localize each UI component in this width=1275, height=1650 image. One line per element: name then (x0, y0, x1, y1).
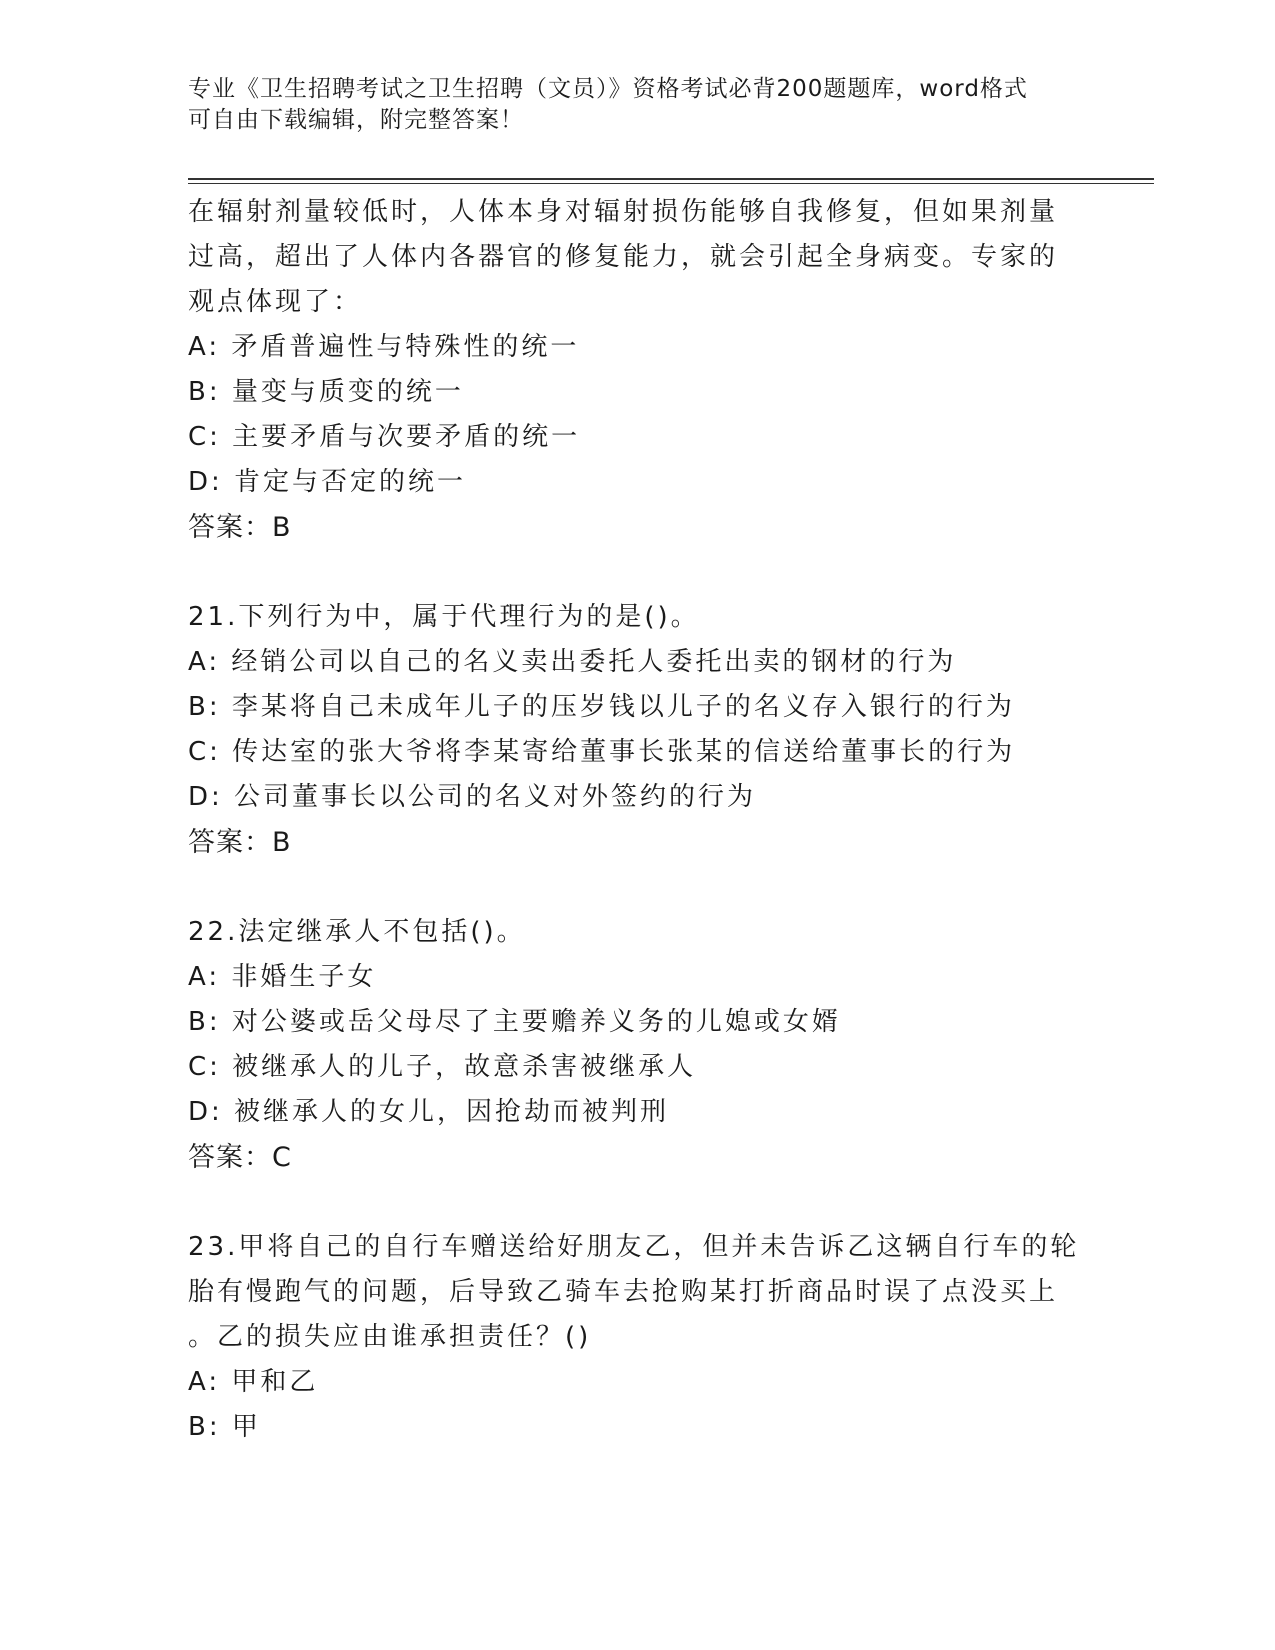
option-a: A: 非婚生子女 (188, 962, 377, 992)
option-b: B: 李某将自己未成年儿子的压岁钱以儿子的名义存入银行的行为 (188, 692, 1015, 722)
question-stem-line: 过高，超出了人体内各器官的修复能力，就会引起全身病变。专家的 (188, 242, 1059, 272)
answer-label: 答案：B (188, 512, 292, 543)
header-divider-thick (188, 178, 1154, 180)
option-d: D: 被继承人的女儿，因抢劫而被判刑 (188, 1097, 670, 1127)
option-d: D: 公司董事长以公司的名义对外签约的行为 (188, 782, 757, 812)
answer-label: 答案：B (188, 827, 292, 858)
question-stem-line: 。乙的损失应由谁承担责任？() (188, 1322, 592, 1352)
option-b: B: 量变与质变的统一 (188, 377, 464, 407)
option-c: C: 主要矛盾与次要矛盾的统一 (188, 422, 581, 452)
question-stem-line: 23.甲将自己的自行车赠送给好朋友乙，但并未告诉乙这辆自行车的轮 (188, 1232, 1080, 1262)
header-divider-thin (188, 183, 1154, 184)
header-title-line-1: 专业《卫生招聘考试之卫生招聘（文员）》资格考试必背200题题库，word格式 (188, 76, 1028, 102)
option-a: A: 经销公司以自己的名义卖出委托人委托出卖的钢材的行为 (188, 647, 957, 677)
question-stem-line: 观点体现了： (188, 287, 363, 317)
spacer (188, 1180, 1088, 1225)
header-title-line-2: 可自由下载编辑，附完整答案！ (188, 107, 524, 133)
option-c: C: 被继承人的儿子，故意杀害被继承人 (188, 1052, 697, 1082)
question-22 (188, 910, 1088, 1180)
question-21 (188, 595, 1088, 865)
question-20-continued (188, 190, 1088, 550)
question-stem-line: 胎有慢跑气的问题，后导致乙骑车去抢购某打折商品时误了点没买上 (188, 1277, 1059, 1307)
option-b: B: 对公婆或岳父母尽了主要赡养义务的儿媳或女婿 (188, 1007, 841, 1037)
document-header (188, 74, 1068, 136)
question-23 (188, 1225, 1088, 1450)
option-c: C: 传达室的张大爷将李某寄给董事长张某的信送给董事长的行为 (188, 737, 1016, 767)
question-stem-line: 在辐射剂量较低时，人体本身对辐射损伤能够自我修复，但如果剂量 (188, 197, 1059, 227)
question-list (188, 190, 1088, 1450)
question-stem-line: 22.法定继承人不包括()。 (188, 917, 526, 947)
option-a: A: 甲和乙 (188, 1367, 319, 1397)
spacer (188, 550, 1088, 595)
spacer (188, 865, 1088, 910)
option-a: A: 矛盾普遍性与特殊性的统一 (188, 332, 580, 362)
answer-label: 答案：C (188, 1142, 292, 1173)
option-b: B: 甲 (188, 1412, 261, 1442)
option-d: D: 肯定与否定的统一 (188, 467, 467, 497)
question-stem-line: 21.下列行为中，属于代理行为的是()。 (188, 602, 700, 632)
